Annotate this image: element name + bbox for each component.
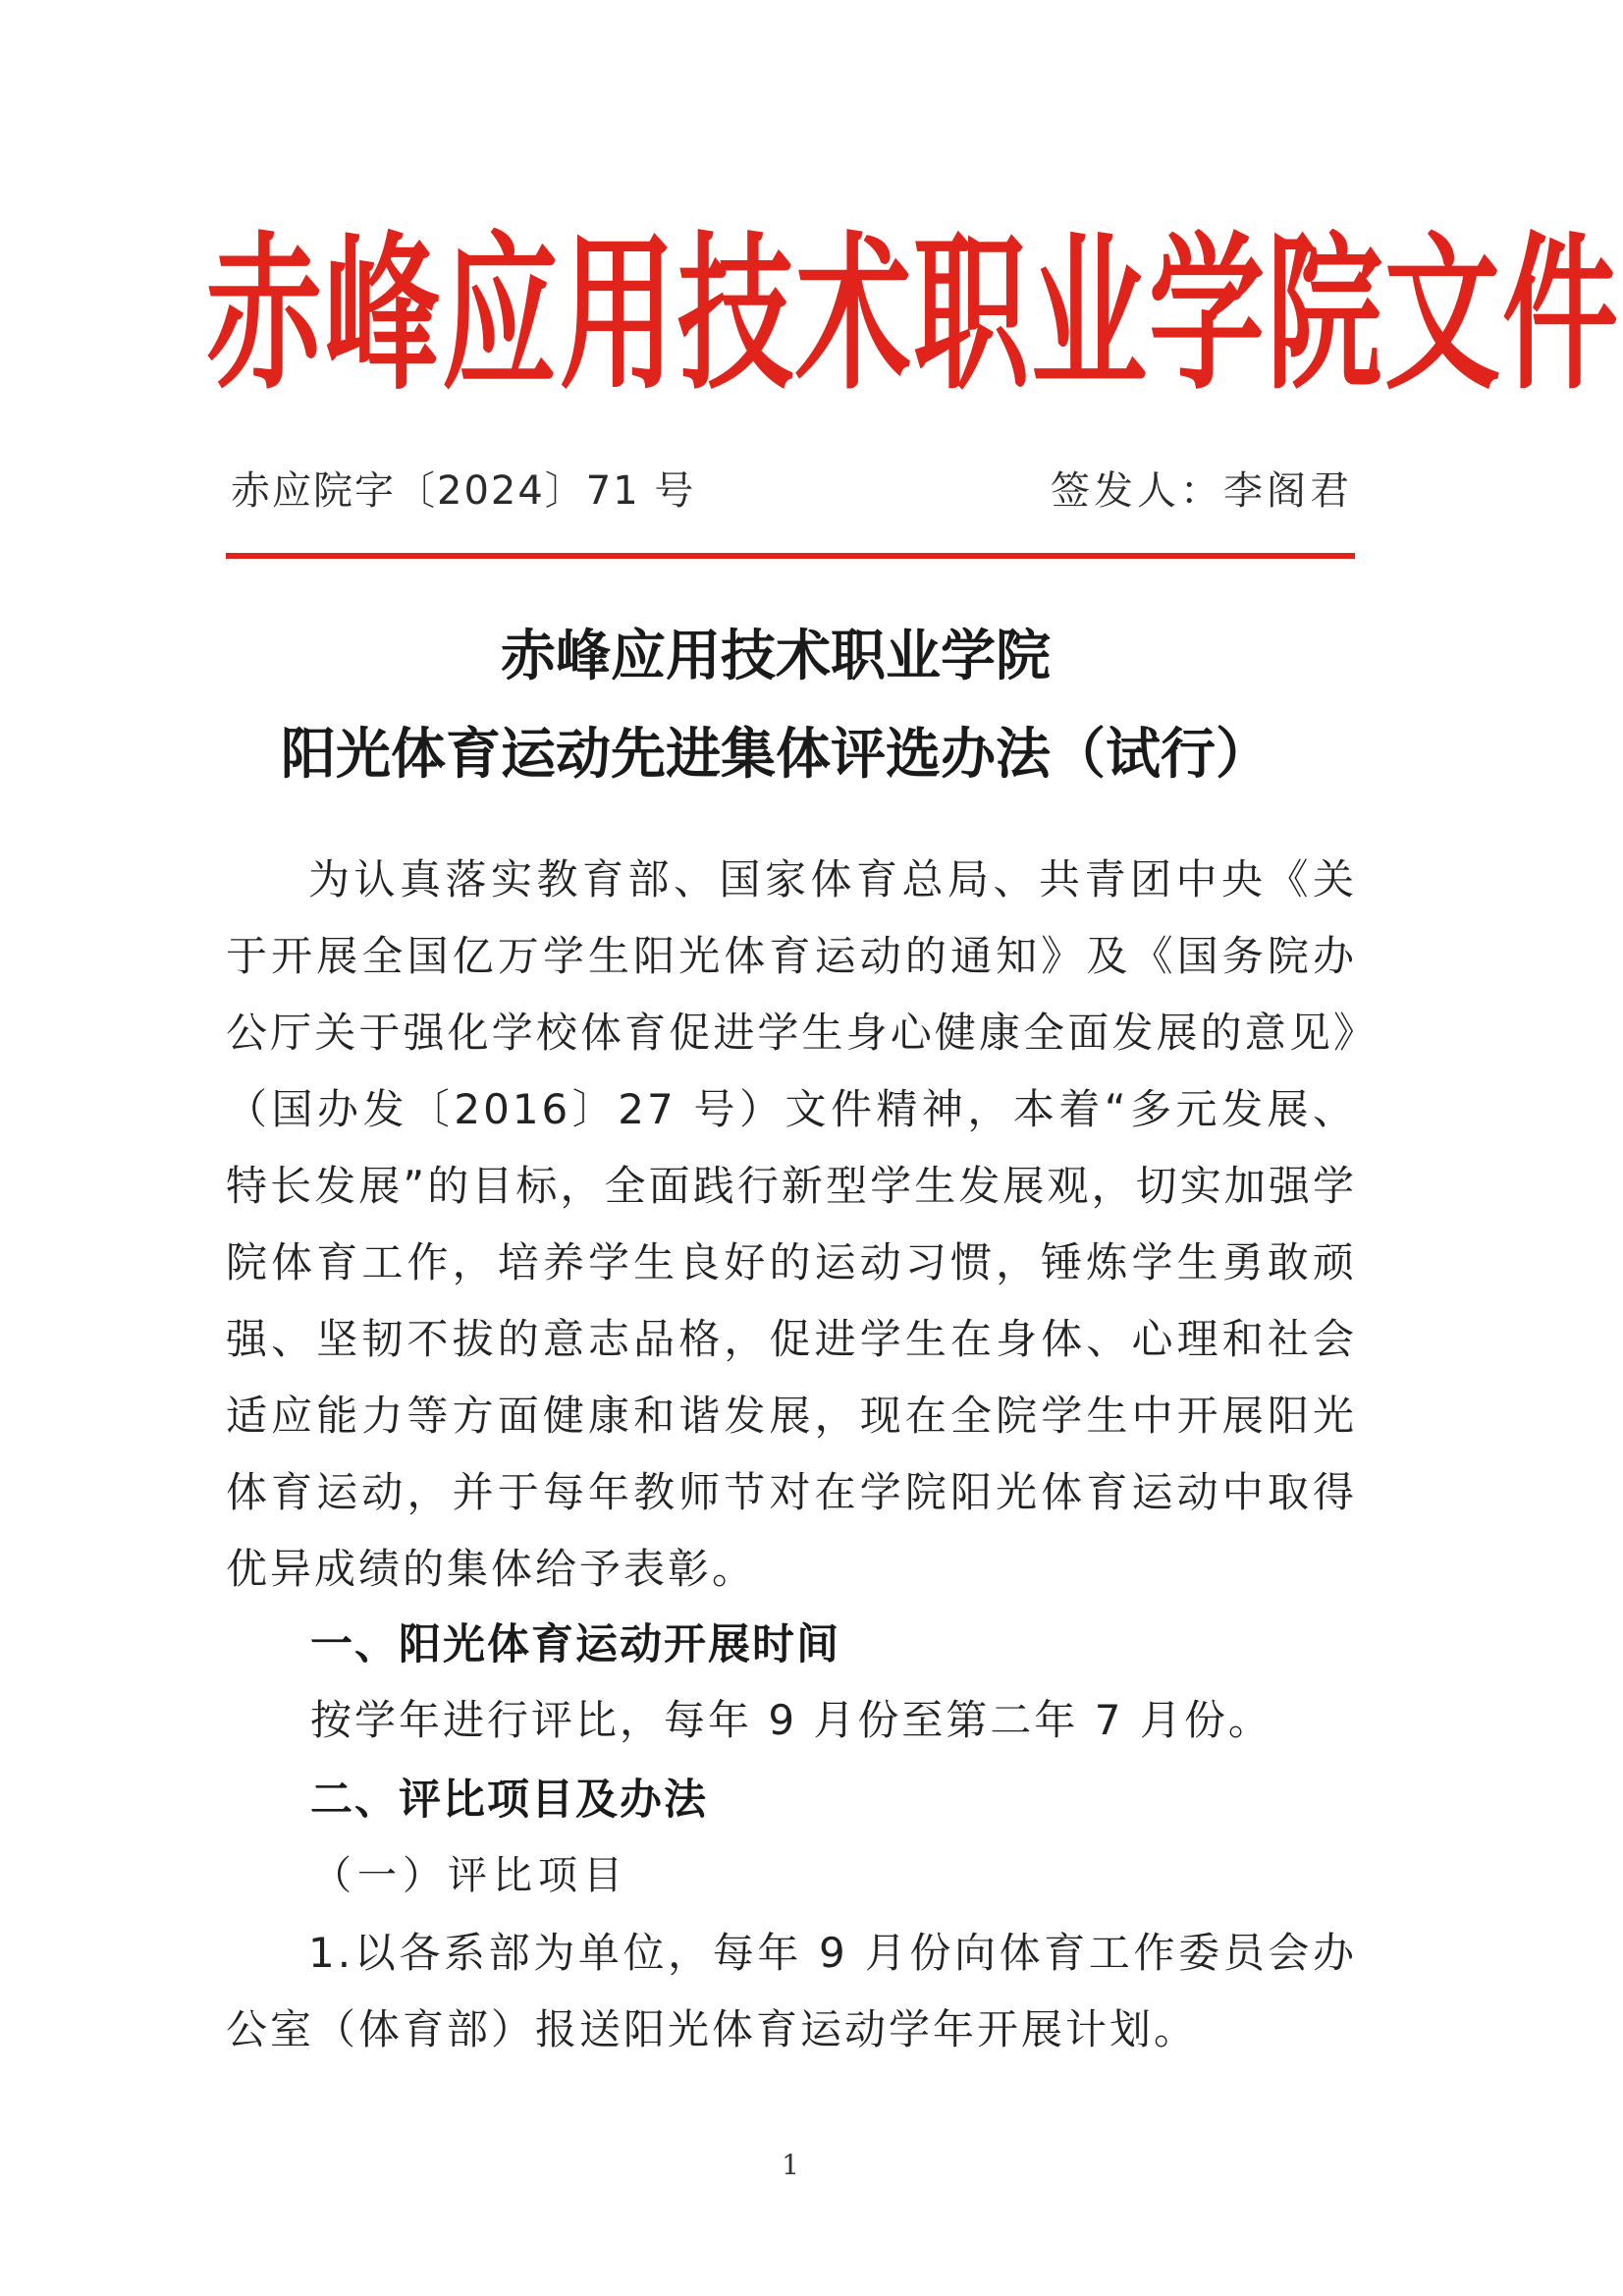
intro-paragraph: 为认真落实教育部、国家体育总局、共青团中央《关于开展全国亿万学生阳光体育运动的通知》及《国务院办公厅关于强化学校体育促进学生身心健康全面发展的意见》（国办发〔2016〕27 号）文件精神，本着“多元发展、特长发展”的目标，全面践行新型学生发展观，切实加强学院体育工作，培养学生良好的运动习惯，锤炼学生勇敢顽强、坚韧不拔的意志品格，促进学生在身体、心理和社会适应能力等方面健康和谐发展，现在全院学生中开展阳光体育运动，并于每年教师节对在学院阳光体育运动中取得优异成绩的集体给予表彰。 [226, 855, 1357, 1593]
subsection-1-heading: （一）评比项目 [312, 1853, 628, 1898]
issuer-name: 李阁君 [1223, 468, 1353, 514]
document-number: 赤应院字〔2024〕71 号 [231, 468, 696, 514]
header-divider [226, 553, 1355, 559]
document-title-line-1: 赤峰应用技术职业学院 [501, 624, 1051, 688]
issuer [1051, 462, 1353, 520]
item-1-paragraph: 1.以各系部为单位，每年 9 月份向体育工作委员会办公室（体育部）报送阳光体育运动学年开展计划。 [226, 1929, 1357, 2053]
document-header-title: 赤峰应用技术职业学院文件 [206, 214, 1621, 413]
document-title-line-2: 阳光体育运动先进集体评选办法（试行） [281, 722, 1271, 787]
issuer-label: 签发人： [1051, 468, 1223, 514]
section-1-text: 按学年进行评比，每年 9 月份至第二年 7 月份。 [310, 1696, 1272, 1744]
page-number: 1 [782, 2149, 799, 2181]
section-2-heading: 二、评比项目及办法 [310, 1776, 708, 1825]
section-1-heading: 一、阳光体育运动开展时间 [310, 1620, 840, 1669]
